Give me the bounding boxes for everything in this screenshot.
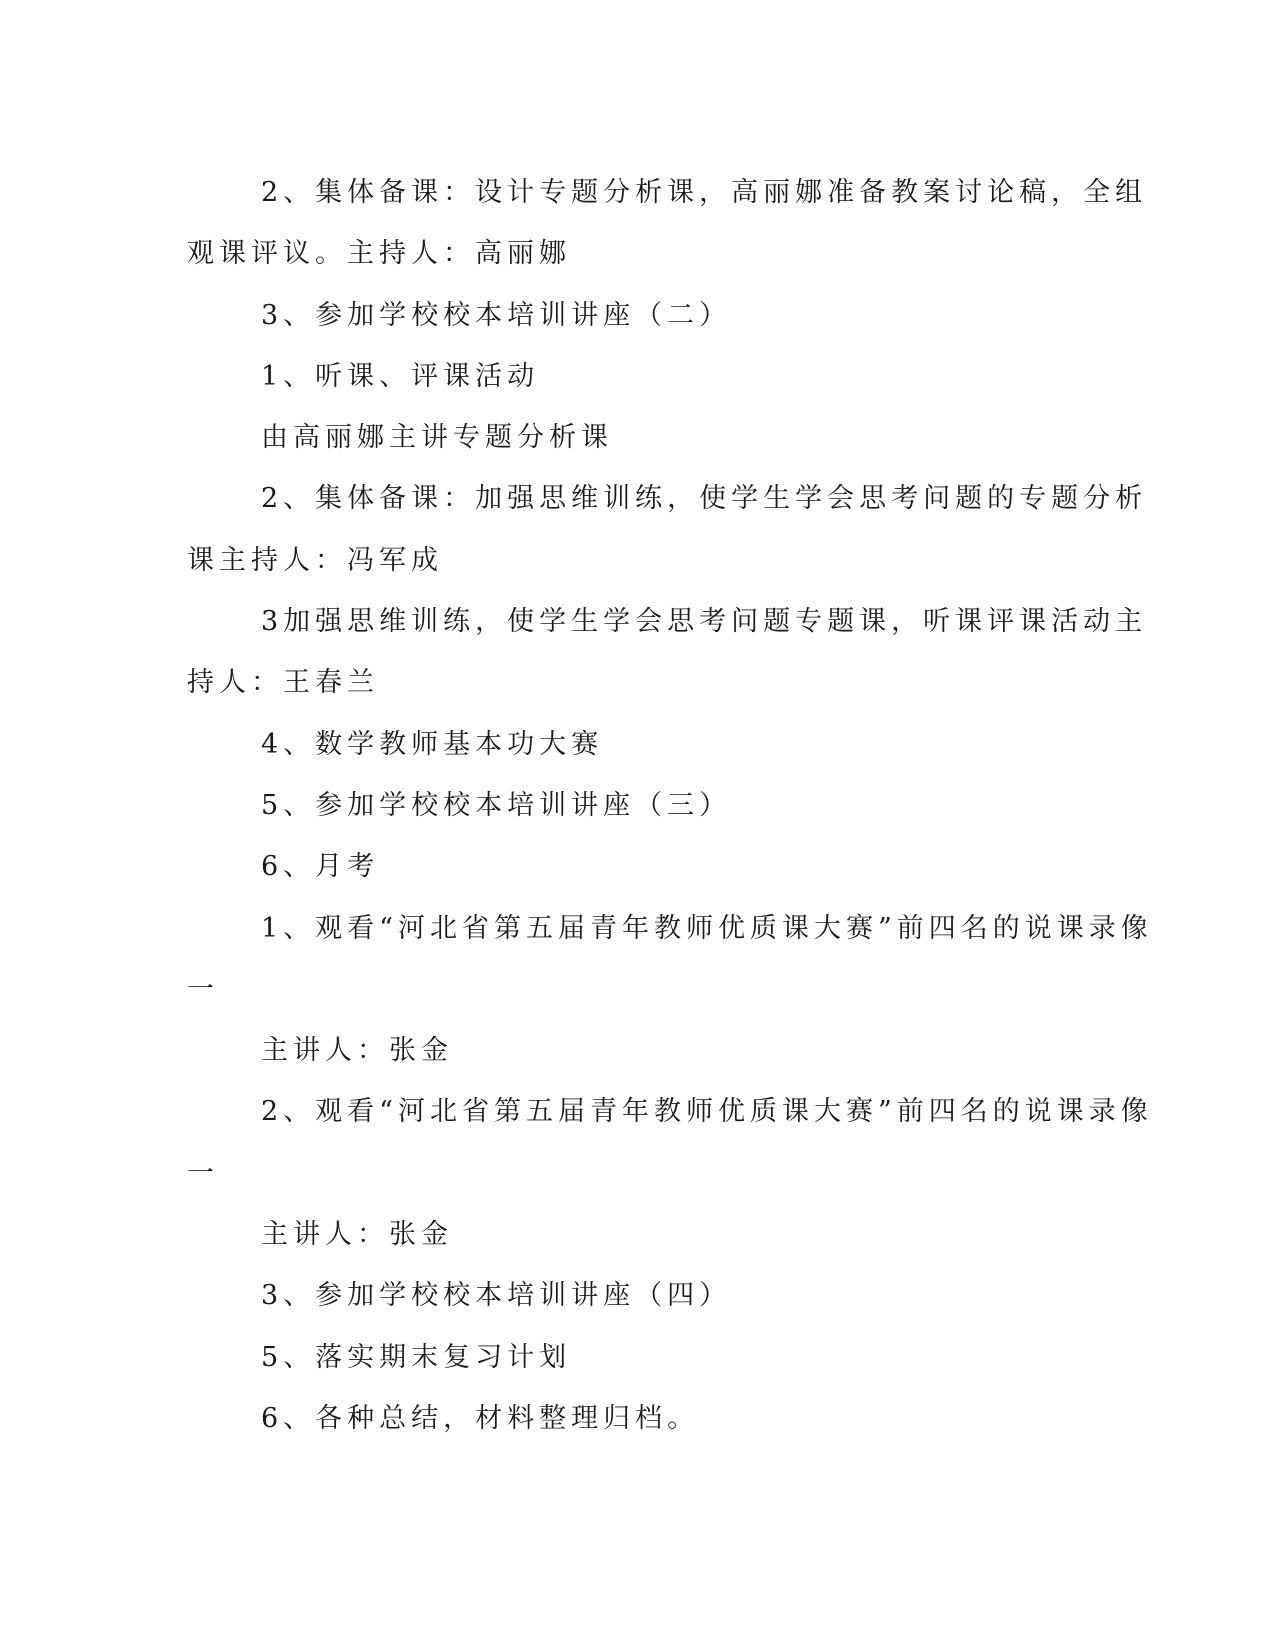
paragraph-line: 一 <box>187 1157 219 1189</box>
paragraph-line: 一 <box>187 973 219 1005</box>
paragraph-line: 主讲人：张金 <box>261 1219 453 1251</box>
paragraph-line: 主讲人：张金 <box>261 1035 453 1067</box>
paragraph-line: 6、各种总结，材料整理归档。 <box>261 1402 700 1434</box>
paragraph-line: 1、观看“河北省第五届青年教师优质课大赛”前四名的说课录像 <box>261 912 1153 944</box>
paragraph-line: 观课评议。主持人：高丽娜 <box>187 238 571 270</box>
paragraph-line: 4、数学教师基本功大赛 <box>261 728 604 760</box>
paragraph-line: 3加强思维训练，使学生学会思考问题专题课，听课评课活动主 <box>261 606 1148 638</box>
paragraph-line: 1、听课、评课活动 <box>261 360 540 392</box>
paragraph-line: 2、集体备课：设计专题分析课，高丽娜准备教案讨论稿，全组 <box>261 177 1148 208</box>
paragraph-line: 由高丽娜主讲专题分析课 <box>261 422 613 454</box>
paragraph-line: 3、参加学校校本培训讲座（二） <box>261 299 732 331</box>
paragraph-line: 2、观看“河北省第五届青年教师优质课大赛”前四名的说课录像 <box>261 1096 1153 1128</box>
paragraph-line: 课主持人：冯军成 <box>187 544 443 576</box>
paragraph-line: 3、参加学校校本培训讲座（四） <box>261 1280 732 1312</box>
document-body <box>187 162 1153 1449</box>
paragraph-line: 持人：王春兰 <box>187 667 379 699</box>
paragraph-line: 5、落实期末复习计划 <box>261 1341 572 1373</box>
paragraph-line: 2、集体备课：加强思维训练，使学生学会思考问题的专题分析 <box>261 483 1148 515</box>
paragraph-line: 5、参加学校校本培训讲座（三） <box>261 789 732 821</box>
paragraph-line: 6、月考 <box>261 851 380 883</box>
